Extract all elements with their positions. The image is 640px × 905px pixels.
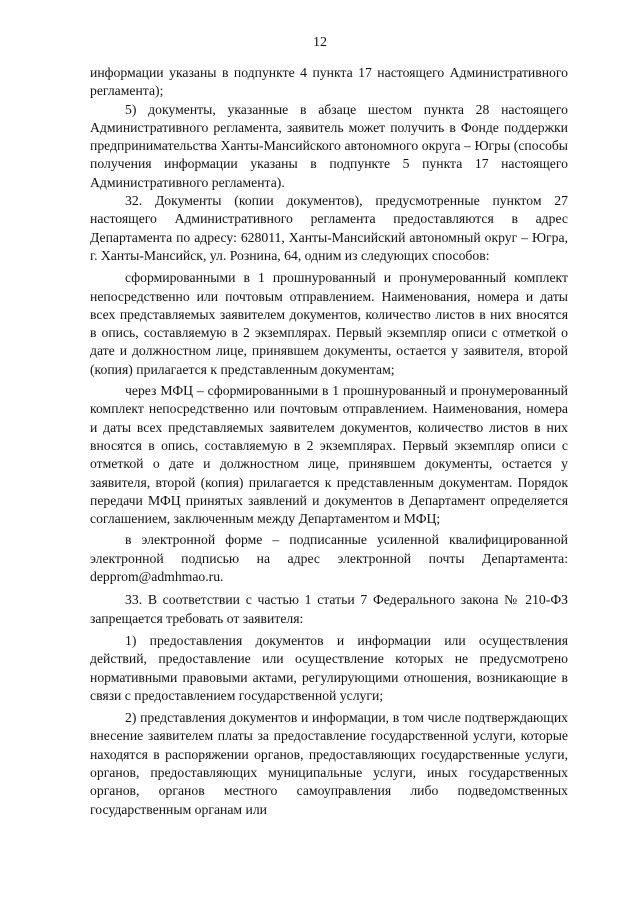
paragraph-33-item-2: 2) представления документов и информации, в том числе подтверждающих внесение заявителем платы за предоставление государственной услуги, которые находятся в распоряжении органов, предоставляющих государственные услуги, органов, предоставляющих муниципальные услуги, иных государственных органов, органов местного самоуправления либо подведомственных государственным органам или — [90, 710, 568, 817]
document-body — [90, 64, 568, 819]
paragraph-32-method-mfc: через МФЦ – сформированными в 1 прошнурованный и пронумерованный комплект непосредственно или почтовым отправлением. Наименования, номера и даты всех представляемых заявителем документов, количество листов в них вносятся в опись, составляемую в 2 экземплярах. Первый экземпляр описи с отметкой о дате и должностном лице, принявшем документы, остается у заявителя, второй (копия) прилагается к представленным документам. Порядок передачи МФЦ принятых заявлений и документов в Департамент определяется соглашением, заключенным между Департаментом и МФЦ; — [90, 383, 568, 527]
paragraph-32: 32. Документы (копии документов), предусмотренные пунктом 27 настоящего Административного регламента предоставляются в адрес Департамента по адресу: 628011, Ханты-Мансийский автономный округ – Югра, г. Ханты-Мансийск, ул. Рознина, 64, одним из следующих способов: — [90, 193, 568, 263]
page-number: 12 — [313, 35, 327, 50]
paragraph-item-5: 5) документы, указанные в абзаце шестом пункта 28 настоящего Административного регламента, заявитель может получить в Фонде поддержки предпринимательства Ханты-Мансийского автономного округа – Югры (способы получения информации указаны в подпункте 5 пункта 17 настоящего Административного регламента). — [90, 101, 568, 190]
paragraph-33: 33. В соответствии с частью 1 статьи 7 Федерального закона № 210-ФЗ запрещается требовать от заявителя: — [90, 592, 568, 626]
paragraph-continuation: информации указаны в подпункте 4 пункта 17 настоящего Административного регламента); — [90, 65, 568, 99]
paragraph-32-method-electronic: в электронной форме – подписанные усиленной квалифицированной электронной подписью на адрес электронной почты Департамента: depprom@admhmao.ru. — [90, 532, 568, 585]
paragraph-32-method-direct: сформированными в 1 прошнурованный и пронумерованный комплект непосредственно или почтовым отправлением. Наименования, номера и даты всех представляемых заявителем документов, количество листов в них вносятся в опись, составляемую в 2 экземплярах. Первый экземпляр описи с отметкой о дате и должностном лице, принявшем документы, остается у заявителя, второй (копия) прилагается к представленным документам; — [90, 270, 568, 377]
paragraph-33-item-1: 1) предоставления документов и информации или осуществления действий, предоставление или осуществление которых не предусмотрено нормативными правовыми актами, регулирующими отношения, возникающие в связи с предоставлением государственной услуги; — [90, 632, 568, 703]
